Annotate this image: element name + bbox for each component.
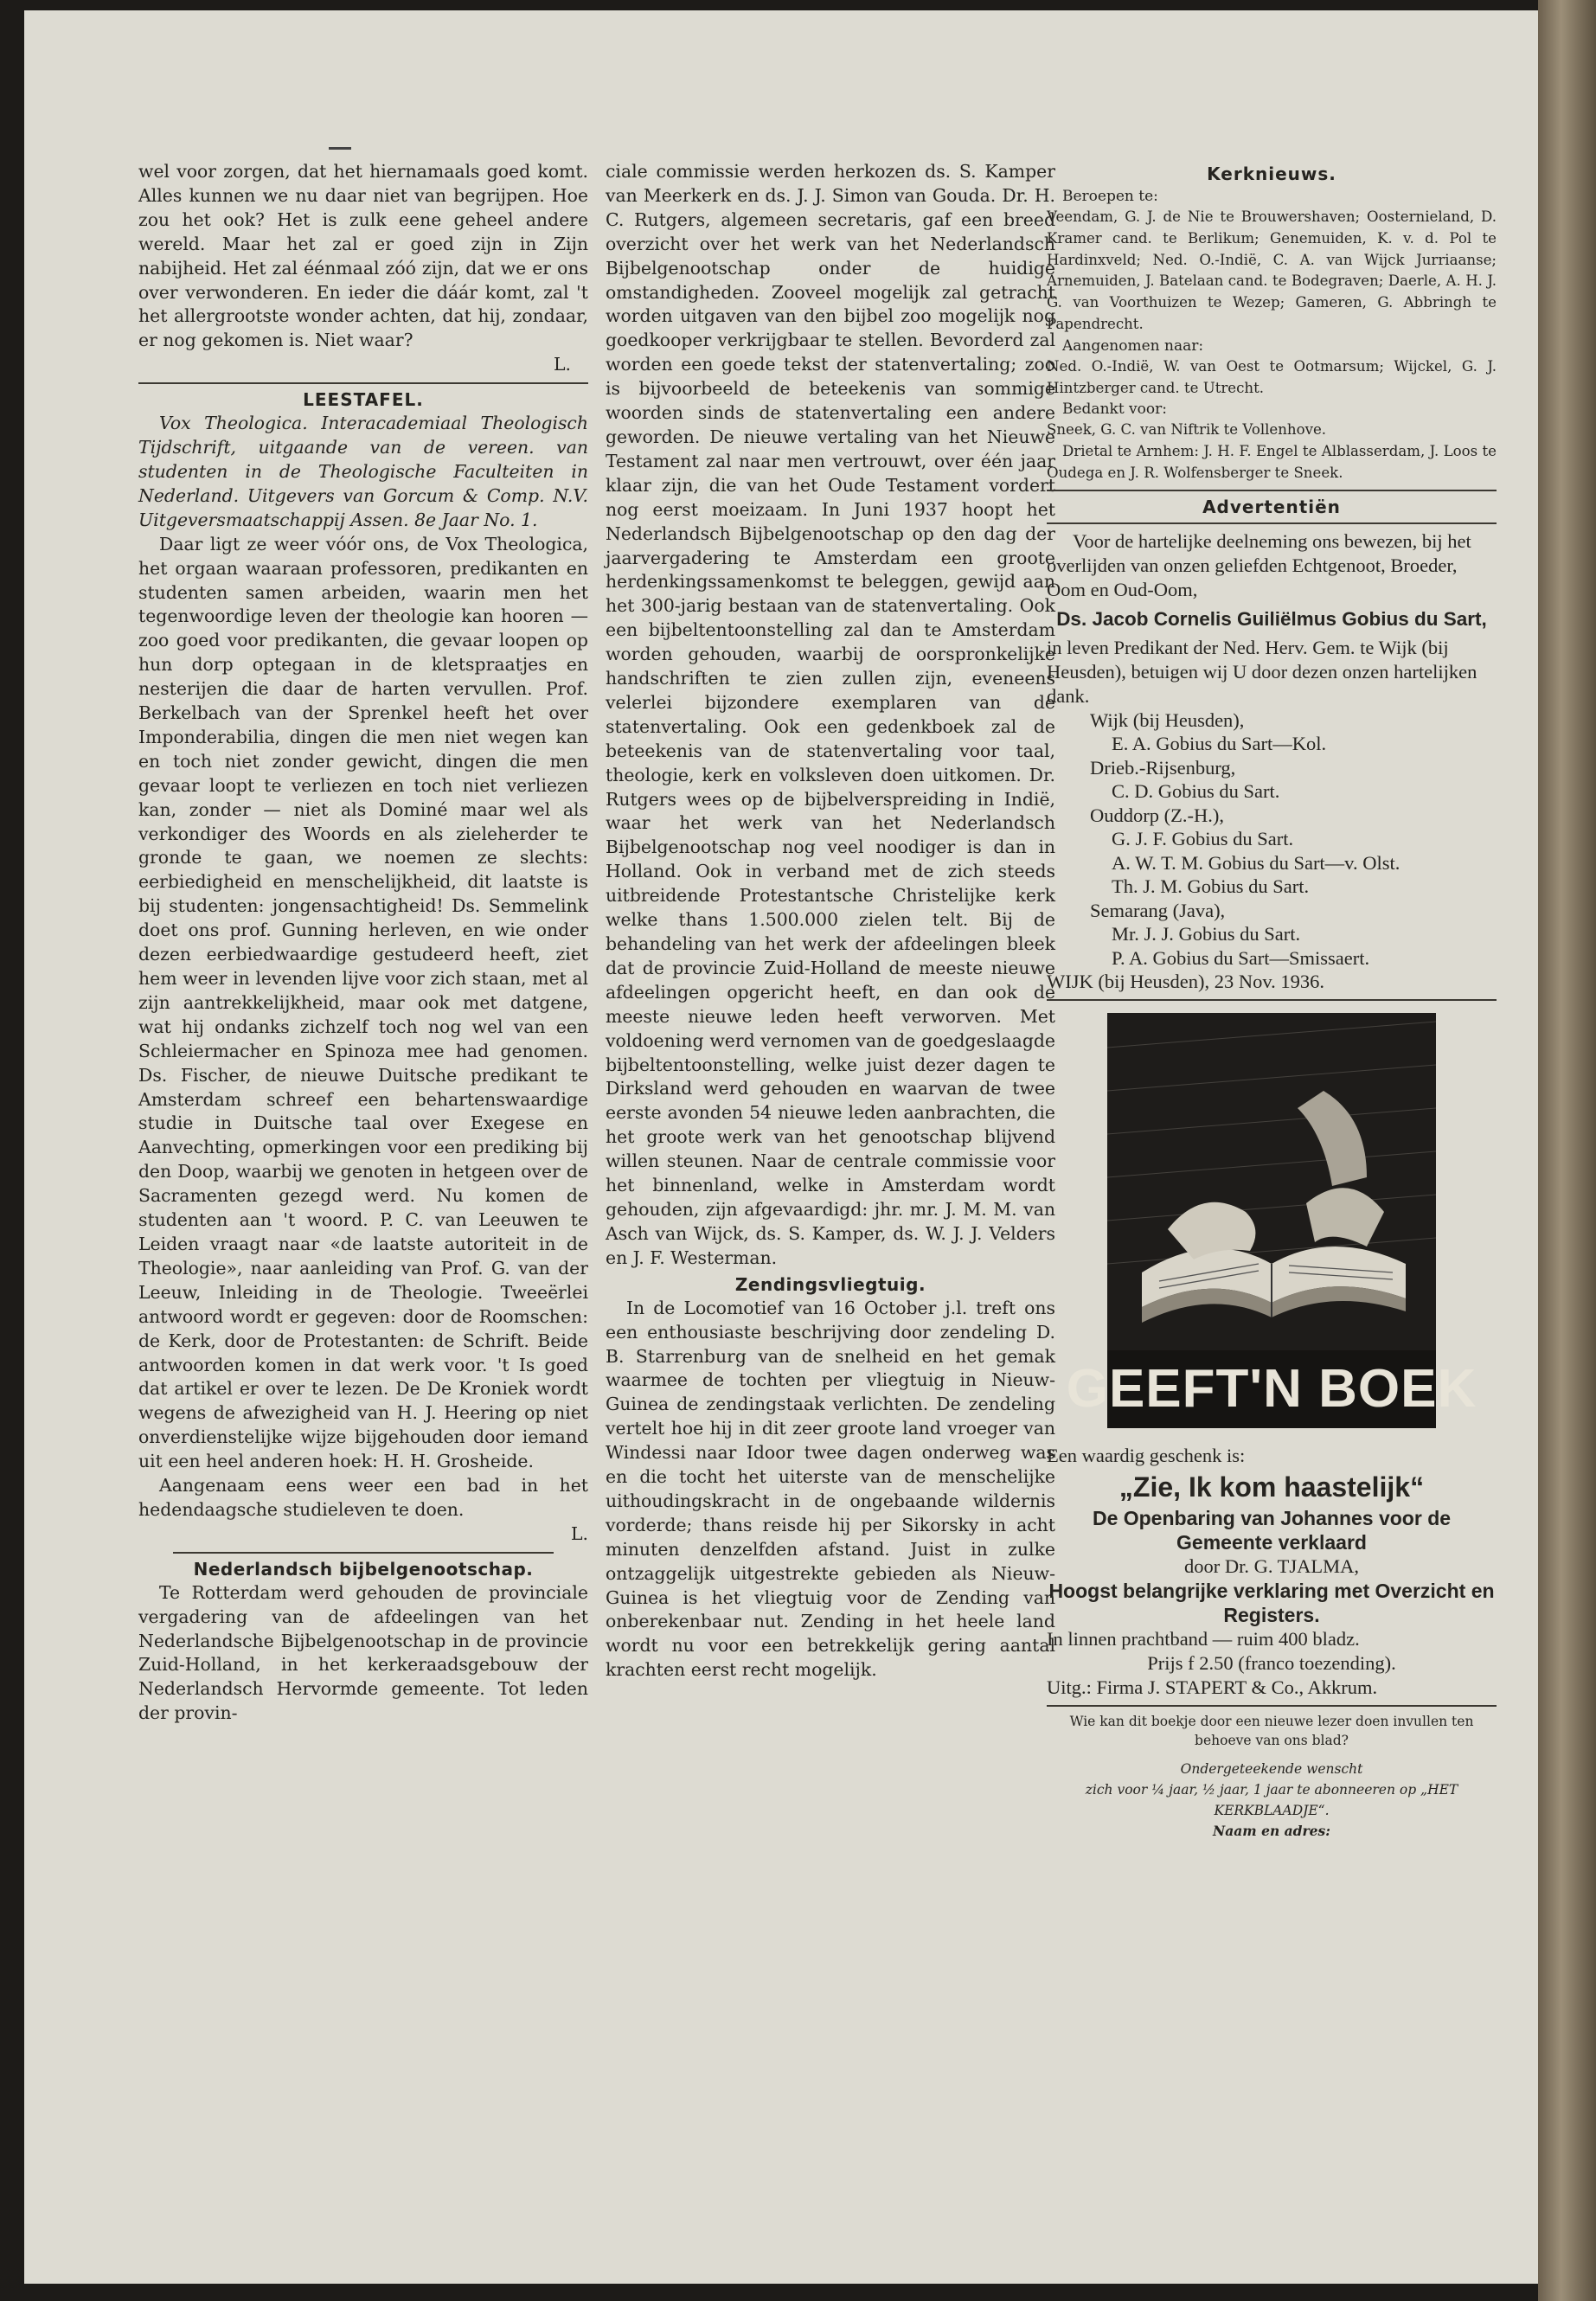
book-publisher: Uitg.: Firma J. STAPERT & Co., Akkrum. (1047, 1676, 1378, 1698)
book-subtitle: Hoogst belangrijke verklaring met Overzicht en Registers. (1048, 1579, 1495, 1626)
geeft-n-boek-poster (1066, 1013, 1477, 1428)
book-price: Prijs f 2.50 (franco toezending). (1147, 1651, 1396, 1674)
divider (1047, 522, 1497, 524)
review-closing: Aangenaam eens weer een bad in het hedendaagsche studieleven te doen. (138, 1475, 588, 1520)
column-2 (606, 160, 1055, 1682)
family-line: Wijk (bij Heusden), (1090, 708, 1245, 731)
deceased-name: Ds. Jacob Cornelis Guiliëlmus Gobius du Sart, (1056, 607, 1487, 630)
intro-signature: L. (553, 354, 571, 375)
family-line: Semarang (Java), (1090, 899, 1226, 921)
family-line: A. W. T. M. Gobius du Sart—v. Olst. (1112, 851, 1401, 874)
coupon-line: Ondergeteekende wenscht (1180, 1760, 1363, 1777)
coupon-line: zich voor ¼ jaar, ½ jaar, 1 jaar te abonneeren op „HET KERKBLAADJE“. (1085, 1781, 1458, 1818)
poster-title: GEEFT'N BOEK (1066, 1358, 1477, 1419)
family-line: Ouddorp (Z.-H.), (1090, 804, 1224, 826)
page-mark (329, 147, 351, 150)
aangenomen-label: Aangenomen naar: (1062, 336, 1204, 355)
condolence-text: in leven Predikant der Ned. Herv. Gem. te Wijk (bij Heusden), betuigen wij U door dezen onzen hartelijken dank. (1047, 636, 1477, 707)
gift-intro: Een waardig geschenk is: (1047, 1444, 1246, 1466)
family-line: Th. J. M. Gobius du Sart. (1112, 875, 1310, 898)
family-line: E. A. Gobius du Sart—Kol. (1112, 733, 1327, 755)
column-3 (1047, 160, 1497, 1842)
drietal-text: Drietal te Arnhem: J. H. F. Engel te Alblasserdam, J. Loos te Oudega en J. R. Wolfensberger te Sneek. (1047, 443, 1497, 481)
bijbelgenootschap-continued: ciale commissie werden herkozen ds. S. Kamper van Meerkerk en ds. J. J. Simon van Gouda. Dr. H. C. Rutgers, algemeen secretaris, gaf een breed overzicht over het werk van het Nederlandsch Bijbelgenootschap onder de huidige omstandigheden. Zooveel mogelijk zal getracht worden uitgaven van den bijbel zoo mogelijk nog goedkooper verkrijgbaar te stellen. Bevorderd zal worden een goede tekst der statenvertaling; zoo is bijvoorbeeld de beteekenis van sommige woorden sinds de statenvertaling een andere geworden. De nieuwe vertaling van het Nieuwe Testament zal naar men vertrouwt, over één jaar klaar zijn, die van het Oude Testament vordert nog eerst moeizaam. In Juni 1937 hoopt het Nederlandsch Bijbelgenootschap op den dag der jaarvergadering te Amsterdam een groote herdenkingssamenkomst te beleggen, gewijd aan het 300-jarig bestaan van de statenvertaling. Ook een bijbeltentoonstelling zal dan te Amsterdam worden gehouden, waarbij de oorspronkelijke handschriften te zien zullen zijn, eveneens velerlei bijzondere exemplaren van de statenvertaling. Ook een gedenkboek zal de beteekenis van de statenvertaling voor taal, theologie, kerk en volksleven doen uitkomen. Dr. Rutgers wees op de bijbelverspreiding in Indië, waar het werk van het Nederlandsch Bijbelgenootschap nog veel noodiger is dan in Holland. Ook in verband met de zich steeds uitbreidende Protestantsche Christelijke kerk welke thans 1.500.000 zielen telt. Bij de behandeling van het werk der afdeelingen bleek dat de provincie Zuid-Holland de meeste nieuwe afdeelingen opgericht heeft, en dan ook de meeste nieuwe leden heeft verworven. Met voldoening werd vernomen van de goedgeslaagde bijbeltentoonstelling, welke juist dezer dagen te Dirksland werd gehouden en waarvan de twee eerste avonden 54 nieuwe leden aanbrachten, die het groote werk van het genootschap blijvend willen steunen. Naar de centrale commissie voor het binnenland, welke in Amsterdam wordt gehouden, zijn afgevaardigd: jhr. mr. J. M. M. van Asch van Wijck, ds. S. Kamper, ds. W. J. J. Velders en J. F. Westerman. (606, 161, 1055, 1268)
divider (1047, 999, 1497, 1001)
divider (1047, 1705, 1497, 1707)
review-signature: L. (570, 1522, 588, 1544)
condolence-date: WIJK (bij Heusden), 23 Nov. 1936. (1047, 971, 1324, 993)
book-binding: In linnen prachtband — ruim 400 bladz. (1047, 1627, 1360, 1650)
family-line: G. J. F. Gobius du Sart. (1112, 828, 1294, 850)
book-author: door Dr. G. TJALMA, (1183, 1554, 1360, 1577)
advertenties-heading: Advertentiën (1202, 496, 1341, 517)
zendingsvliegtuig-heading: Zendingsvliegtuig. (734, 1273, 926, 1295)
zendingsvliegtuig-text: In de Locomotief van 16 October j.l. treft ons een enthousiaste beschrijving door zendeling D. B. Starrenburg van de snelheid en het gemak waarmee de tochten per vliegtuig in Nieuw-Guinea de zendingstaak verlichten. De zendeling vertelt hoe hij in dit zeer groote land vroeger van Windessi naar Idoor twee dagen onderweg was en die tocht het uiterste van de menschelijke uithoudingskracht in de ongebaande wildernis vorderde; thans reisde hij per Sikorsky in acht minuten denzelfden afstand. Juist in zulke ontzaggelijk uitgestrekte gebieden als Nieuw-Guinea is het vliegtuig voor de Zending van onberekenbaar nut. Zending in het heele land wordt nu voor een betrekkelijk gering aantal krachten eerst recht mogelijk. (606, 1297, 1055, 1681)
aangenomen-list: Ned. O.-Indië, W. van Oest te Ootmarsum; Wijckel, G. J. Hintzberger cand. te Utrecht. (1047, 357, 1497, 396)
bedankt-list: Sneek, G. C. van Niftrik te Vollenhove. (1047, 421, 1327, 439)
coupon-line: Naam en adres: (1213, 1822, 1330, 1839)
book-binding-edge (1538, 0, 1596, 2301)
family-line: Drieb.-Rijsenburg, (1090, 756, 1236, 779)
condolence-intro: Voor de hartelijke deelneming ons bewezen, bij het overlijden van onzen geliefden Echtgenoot, Broeder, Oom en Oud-Oom, (1047, 529, 1471, 600)
leestafel-heading: LEESTAFEL. (303, 389, 424, 411)
divider (173, 1552, 554, 1554)
book-title: De Openbaring van Johannes voor de Gemeente verklaard (1092, 1506, 1452, 1554)
family-list (1047, 708, 1497, 971)
beroepen-list: Veendam, G. J. de Nie te Brouwershaven; Oosternieland, D. Kramer cand. te Berlikum; Genemuiden, K. v. d. Pol te Hardinxveld; Ned. O.-Indië, C. A. van Wijck Jurriaanse; Arnemuiden, J. Batelaan cand. te Bodegraven; Daerle, A. H. J. G. van Voorthuizen te Wezep; Gameren, G. Abbringh te Papendrecht. (1047, 208, 1497, 332)
beroepen-label: Beroepen te: (1062, 188, 1158, 205)
bijbelgenootschap-text: Te Rotterdam werd gehouden de provinciale vergadering van de afdeelingen van het Nederlandsche Bijbelgenootschap in de provincie Zuid-Holland, in het kerkeraadsgebouw der Nederlandsch Hervormde gemeente. Tot leden der provin- (138, 1581, 588, 1724)
divider (138, 382, 588, 384)
book-reference: Vox Theologica. Interacademiaal Theologisch Tijdschrift, uitgaande van de vereen. van studenten in de Theologische Faculteiten in Nederland. Uitgevers van Gorcum & Comp. N.V. Uitgeversmaatschappij Assen. 8e Jaar No. 1. (138, 413, 588, 530)
family-line: P. A. Gobius du Sart—Smissaert. (1112, 946, 1370, 969)
gift-title: „Zie, Ik kom haastelijk“ (1118, 1471, 1425, 1503)
family-line: C. D. Gobius du Sart. (1112, 780, 1280, 803)
kerknieuws-heading: Kerknieuws. (1207, 163, 1336, 184)
divider (1047, 490, 1497, 491)
bijbelgenootschap-heading: Nederlandsch bijbelgenootschap. (193, 1558, 534, 1580)
coupon-question: Wie kan dit boekje door een nieuwe lezer doen invullen ten behoeve van ons blad? (1069, 1713, 1474, 1748)
column-1 (138, 160, 588, 1726)
intro-text: wel voor zorgen, dat het hiernamaals goed komt. Alles kunnen we nu daar niet van begrijpen. Hoe zou het ook? Het is zulk eene geheel andere wereld. Maar het zal er goed zijn in Zijn nabijheid. Het zal éénmaal zóó zijn, dat we er ons over verwonderen. En ieder die dáár komt, zal 't het allergrootste wonder achten, dat hij, zondaar, er nog gekomen is. Niet waar? (138, 161, 588, 351)
review-text: Daar ligt ze weer vóór ons, de Vox Theologica, het orgaan waaraan professoren, predikanten en studenten samen arbeiden, waarin men het tegenwoordige leven der theologie kan hooren — zoo goed voor predikanten, die gevaar loopen op hun dorp optegaan in de kletspraatjes en nesterijen die daar de harten vervullen. Prof. Berkelbach van der Sprenkel heeft het over Imponderabilia, dingen die men niet wegen kan en toch niet zonder gewicht, dingen die men gevaar loopt te verliezen en toch niet verliezen kan, zonder — niet als Dominé maar wel als verkondiger des Woords en als zieleherder te gronde te gaan, we noemen ze slechts: eerbiedigheid en menschelijkheid, dit laatste is bij studenten: jongensachtigheid! Ds. Semmelink doet ons prof. Gunning herleven, en wie onder dezen eerbiedwaardige gestudeerd heeft, ziet hem weer in levenden lijve voor zich staan, met al zijn aantrekkelijkheid, maar ook met datgene, wat hij ondanks zichzelf toch nog wel van een Schleiermacher en Spinoza mee had genomen. Ds. Fischer, de nieuwe Duitsche predikant te Amsterdam schreef een behartenswaardige studie in Duitsche taal over Exegese en Aanvechting, opmerkingen voor een prediking bij den Doop, waarbij we genoten in hetgeen over de Sacramenten gezegd werd. Nu komen de studenten aan 't woord. P. C. van Leeuwen te Leiden vraagt naar «de laatste autoriteit in de Theologie», naar aanleiding van Prof. G. van der Leeuw, Inleiding in de Theologie. Tweeërlei antwoord wordt er gegeven: door de Roomschen: de Kerk, door de Protestanten: de Schrift. Beide antwoorden komen in dat werk voor. 't Is goed dat artikel er over te lezen. De De Kroniek wordt wegens de afwezigheid van H. J. Heering op niet onverdienstelijke wijze bijgehouden door iemand uit een heel anderen hoek: H. H. Grosheide. (138, 533, 588, 1472)
bedankt-label: Bedankt voor: (1062, 401, 1167, 419)
family-line: Mr. J. J. Gobius du Sart. (1112, 923, 1301, 945)
